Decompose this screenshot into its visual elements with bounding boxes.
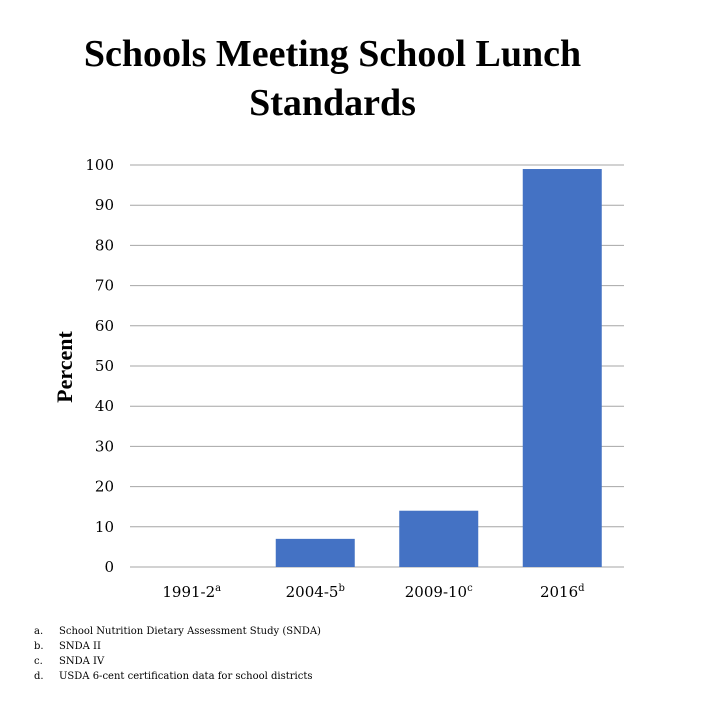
bar-2016 bbox=[523, 169, 602, 567]
x-tick-label: 1991-2$^a$ bbox=[162, 583, 222, 601]
footnote-letter: d. bbox=[34, 671, 44, 682]
x-tick-label: 2009-10$^c$ bbox=[404, 583, 473, 601]
x-tick-label: 2004-5$^b$ bbox=[285, 583, 345, 601]
y-tick-label: 30 bbox=[94, 437, 114, 456]
footnotes bbox=[34, 624, 321, 684]
chart-title-line-1: Schools Meeting School Lunch bbox=[83, 33, 582, 75]
footnote-letter: c. bbox=[34, 656, 43, 667]
bar-2004-5 bbox=[276, 539, 355, 567]
y-tick-label: 10 bbox=[94, 517, 114, 536]
y-tick-label: 90 bbox=[94, 196, 114, 215]
y-tick-label: 50 bbox=[94, 357, 114, 375]
chart-title-line-2: Standards bbox=[249, 82, 416, 124]
y-tick-label: 60 bbox=[94, 316, 114, 335]
y-tick-label: 100 bbox=[85, 156, 114, 174]
bar-2009-10 bbox=[399, 511, 478, 567]
y-tick-label: 80 bbox=[94, 236, 114, 255]
footnote-letter: a. bbox=[34, 626, 44, 637]
footnote-text: USDA 6-cent certification data for school districts bbox=[59, 671, 313, 682]
footnote-text: SNDA IV bbox=[59, 656, 105, 667]
footnote-text: School Nutrition Dietary Assessment Study (SNDA) bbox=[59, 626, 321, 637]
footnote-letter: b. bbox=[34, 641, 44, 652]
footnote-item bbox=[34, 639, 321, 654]
footnote-item bbox=[34, 669, 321, 684]
y-tick-label: 20 bbox=[94, 477, 114, 496]
y-tick-label: 0 bbox=[104, 558, 114, 576]
footnote-item bbox=[34, 624, 321, 639]
footnote-text: SNDA II bbox=[59, 641, 101, 652]
y-tick-label: 70 bbox=[94, 276, 114, 295]
footnote-item bbox=[34, 654, 321, 669]
x-tick-label: 2016$^d$ bbox=[539, 583, 585, 601]
y-tick-label: 40 bbox=[94, 397, 114, 416]
y-axis-label: Percent bbox=[52, 331, 77, 403]
